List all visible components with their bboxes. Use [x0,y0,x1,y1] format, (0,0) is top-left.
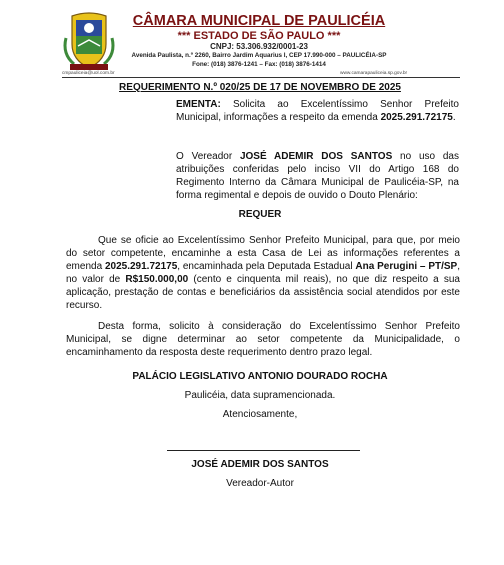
vereador-post: no uso das atribuições conferidas pelo inciso VII do Artigo 168 do Regimento Interno da Câmara Municipal de Paulicéia-SP, na forma regimental e depois de ouvido o Douto Plenário: [176,151,459,201]
ementa-number: 2025.291.72175 [380,112,453,123]
chamber-title: CÂMARA MUNICIPAL DE PAULICÉIA [132,13,386,29]
signer-name: JOSÉ ADEMIR DOS SANTOS [191,459,329,470]
request-text-a: Que se oficie ao Excelentíssimo Senhor Prefeito Municipal, para que, por meio do setor competente, encaminhe a esta Casa de Lei as informações referentes a emenda [66,235,460,272]
vereador-name: JOSÉ ADEMIR DOS SANTOS [239,151,393,162]
municipal-crest-icon [58,10,120,72]
ementa-end: . [452,112,456,123]
request-text-e: , no valor de [66,261,460,285]
phone-line: Fone: (018) 3876-1241 – Fax: (018) 3876-1414 [192,61,326,68]
request-paragraph [66,234,460,312]
request-text-g: (cento e cinquenta mil reais), no que diz respeito a sua aplicação, prestação de contas e beneficiários da assistência social atendidos por este recurso. [66,274,460,311]
signer-role: Vereador-Autor [226,478,294,489]
amendment-number: 2025.291.72175 [104,261,178,272]
state-line: *** ESTADO DE SÃO PAULO *** [177,30,341,42]
request-text-c: , encaminhada pela Deputada Estadual [177,261,356,272]
vereador-paragraph [176,150,459,202]
address-line: Avenida Paulista, n.º 2260, Bairro Jardim Aquarius I, CEP 17.990-000 – PAULICÉIA-SP [131,52,387,59]
place-date: Paulicéia, data supramencionada. [184,390,336,401]
amount-value: R$150.000,00 [125,274,189,285]
ementa-paragraph [176,98,459,124]
document-title: REQUERIMENTO N.º 020/25 DE 17 DE NOVEMBRO DE 2025 [119,82,401,93]
requer-heading: REQUER [238,209,282,220]
palacio-heading: PALÁCIO LEGISLATIVO ANTONIO DOURADO ROCHA [132,371,388,382]
closing-salutation: Atenciosamente, [222,409,298,420]
signature-line [167,450,360,451]
closing-paragraph: Desta forma, solicito à consideração do Excelentíssimo Senhor Prefeito Municipal, se digne determinar ao setor competente da Municipalidade, o encaminhamento da resposta deste requerimento dentro prazo legal. [66,321,460,358]
ementa-label: EMENTA: [176,99,221,110]
deputy-name: Ana Perugini – PT/SP [355,261,458,272]
website-text: www.camarapauliceia.sp.gov.br [340,71,408,76]
header-divider [62,77,460,78]
ementa-text: Solicita ao Excelentíssimo Senhor Prefeito Municipal, informações a respeito da emenda [176,99,459,123]
email-text: cmpauliceia@uol.com.br [62,71,115,76]
cnpj-line: CNPJ: 53.306.932/0001-23 [210,42,308,51]
vereador-pre: O Vereador [176,151,240,162]
